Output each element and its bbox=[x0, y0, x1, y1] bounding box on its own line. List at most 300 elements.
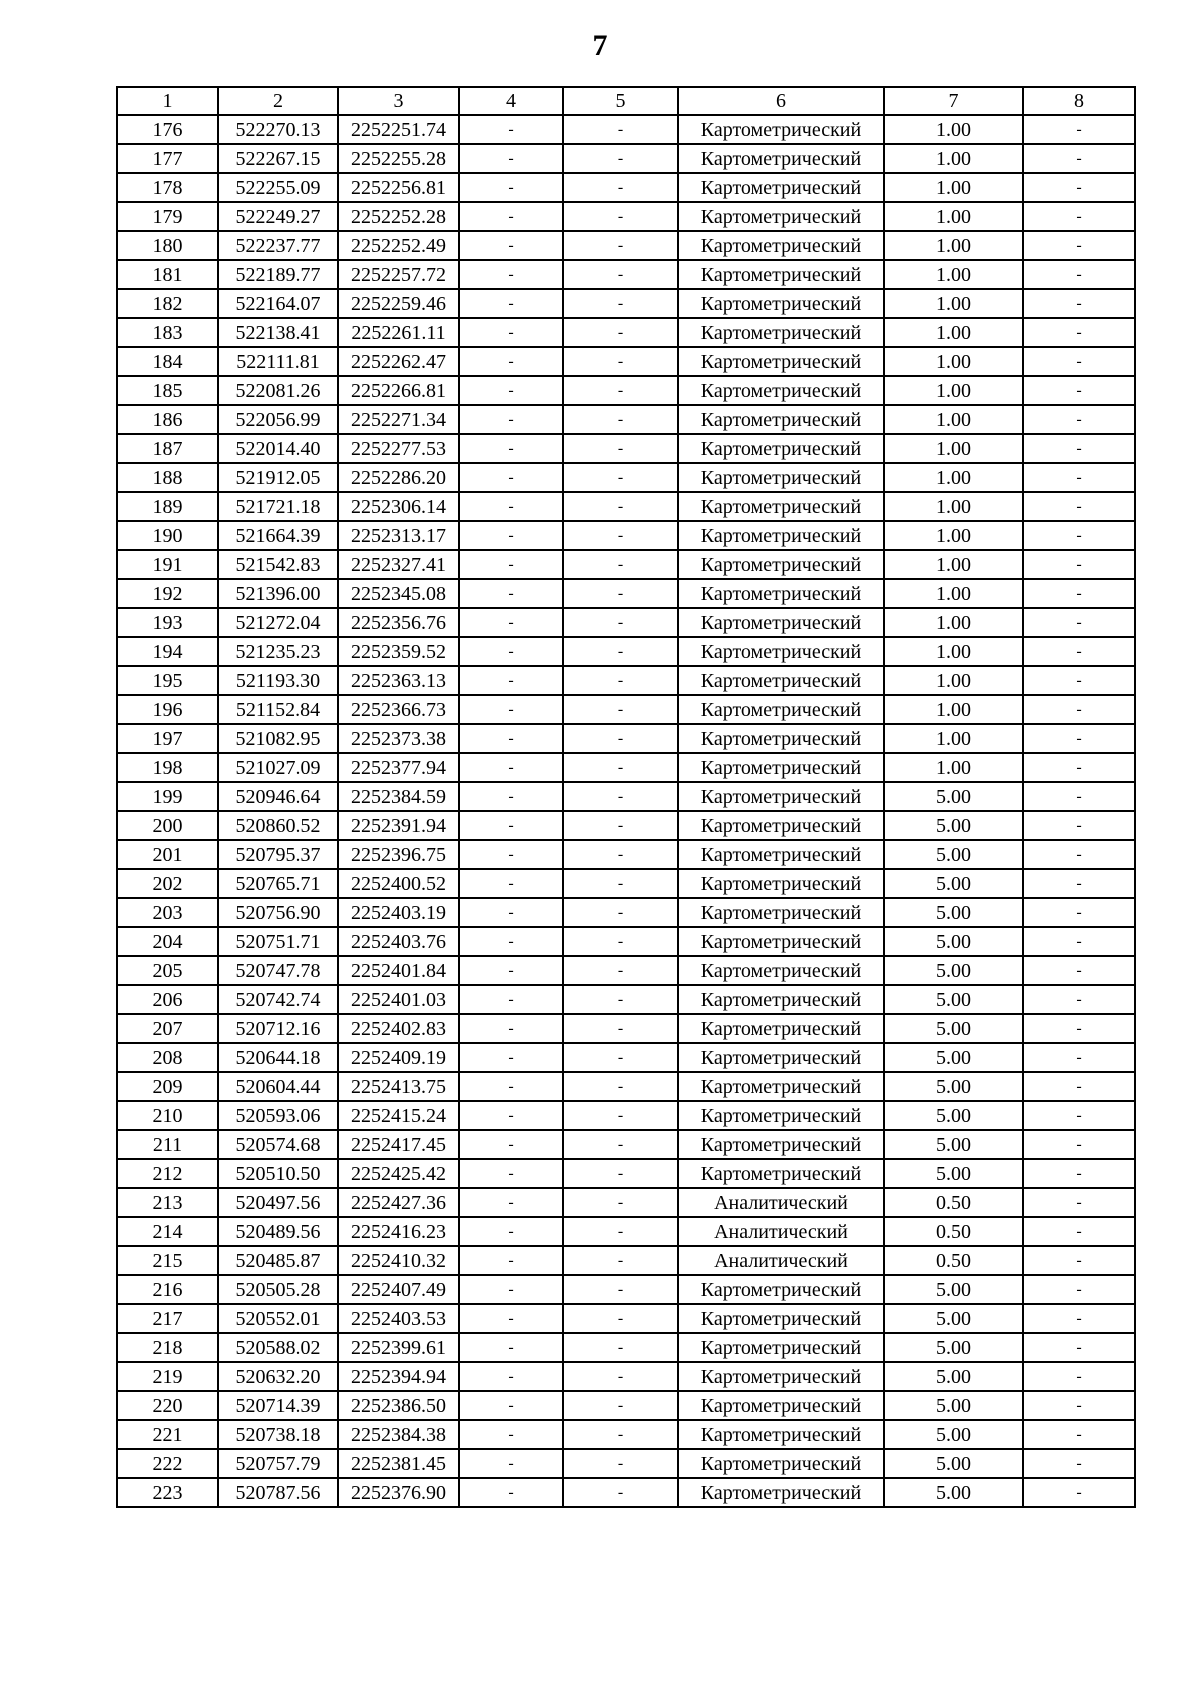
column-4-cell: - bbox=[459, 289, 563, 318]
column-8-cell: - bbox=[1023, 1188, 1135, 1217]
method-cell: Картометрический bbox=[678, 985, 884, 1014]
x-coordinate-cell: 520795.37 bbox=[218, 840, 338, 869]
column-8-cell: - bbox=[1023, 1072, 1135, 1101]
accuracy-cell: 1.00 bbox=[884, 144, 1023, 173]
column-4-cell: - bbox=[459, 1072, 563, 1101]
table-row bbox=[117, 231, 1135, 260]
accuracy-cell: 1.00 bbox=[884, 376, 1023, 405]
accuracy-cell: 1.00 bbox=[884, 434, 1023, 463]
accuracy-cell: 5.00 bbox=[884, 1304, 1023, 1333]
y-coordinate-cell: 2252400.52 bbox=[338, 869, 459, 898]
column-5-cell: - bbox=[563, 1391, 678, 1420]
table-row bbox=[117, 173, 1135, 202]
point-number-cell: 192 bbox=[117, 579, 218, 608]
column-8-cell: - bbox=[1023, 1014, 1135, 1043]
x-coordinate-cell: 520604.44 bbox=[218, 1072, 338, 1101]
point-number-cell: 199 bbox=[117, 782, 218, 811]
column-4-cell: - bbox=[459, 1014, 563, 1043]
point-number-cell: 207 bbox=[117, 1014, 218, 1043]
column-4-cell: - bbox=[459, 231, 563, 260]
y-coordinate-cell: 2252409.19 bbox=[338, 1043, 459, 1072]
x-coordinate-cell: 521235.23 bbox=[218, 637, 338, 666]
method-cell: Картометрический bbox=[678, 608, 884, 637]
x-coordinate-cell: 522014.40 bbox=[218, 434, 338, 463]
y-coordinate-cell: 2252394.94 bbox=[338, 1362, 459, 1391]
table-row bbox=[117, 956, 1135, 985]
accuracy-cell: 1.00 bbox=[884, 202, 1023, 231]
column-8-cell: - bbox=[1023, 1275, 1135, 1304]
table-row bbox=[117, 347, 1135, 376]
y-coordinate-cell: 2252327.41 bbox=[338, 550, 459, 579]
column-5-cell: - bbox=[563, 869, 678, 898]
column-4-cell: - bbox=[459, 318, 563, 347]
x-coordinate-cell: 520757.79 bbox=[218, 1449, 338, 1478]
method-cell: Картометрический bbox=[678, 898, 884, 927]
method-cell: Картометрический bbox=[678, 811, 884, 840]
x-coordinate-cell: 520714.39 bbox=[218, 1391, 338, 1420]
x-coordinate-cell: 521664.39 bbox=[218, 521, 338, 550]
accuracy-cell: 1.00 bbox=[884, 724, 1023, 753]
point-number-cell: 213 bbox=[117, 1188, 218, 1217]
y-coordinate-cell: 2252401.03 bbox=[338, 985, 459, 1014]
y-coordinate-cell: 2252416.23 bbox=[338, 1217, 459, 1246]
table-row bbox=[117, 637, 1135, 666]
point-number-cell: 203 bbox=[117, 898, 218, 927]
y-coordinate-cell: 2252345.08 bbox=[338, 579, 459, 608]
column-5-cell: - bbox=[563, 695, 678, 724]
method-cell: Картометрический bbox=[678, 463, 884, 492]
accuracy-cell: 1.00 bbox=[884, 347, 1023, 376]
accuracy-cell: 0.50 bbox=[884, 1188, 1023, 1217]
column-4-cell: - bbox=[459, 666, 563, 695]
method-cell: Картометрический bbox=[678, 1130, 884, 1159]
x-coordinate-cell: 521912.05 bbox=[218, 463, 338, 492]
column-4-cell: - bbox=[459, 434, 563, 463]
x-coordinate-cell: 522056.99 bbox=[218, 405, 338, 434]
accuracy-cell: 5.00 bbox=[884, 782, 1023, 811]
accuracy-cell: 5.00 bbox=[884, 1391, 1023, 1420]
x-coordinate-cell: 520742.74 bbox=[218, 985, 338, 1014]
method-cell: Картометрический bbox=[678, 115, 884, 144]
y-coordinate-cell: 2252255.28 bbox=[338, 144, 459, 173]
accuracy-cell: 1.00 bbox=[884, 173, 1023, 202]
column-5-cell: - bbox=[563, 1072, 678, 1101]
column-8-cell: - bbox=[1023, 1246, 1135, 1275]
x-coordinate-cell: 520860.52 bbox=[218, 811, 338, 840]
column-8-cell: - bbox=[1023, 724, 1135, 753]
column-8-cell: - bbox=[1023, 1304, 1135, 1333]
column-5-cell: - bbox=[563, 608, 678, 637]
point-number-cell: 196 bbox=[117, 695, 218, 724]
accuracy-cell: 5.00 bbox=[884, 956, 1023, 985]
column-4-cell: - bbox=[459, 115, 563, 144]
column-8-cell: - bbox=[1023, 637, 1135, 666]
y-coordinate-cell: 2252402.83 bbox=[338, 1014, 459, 1043]
column-5-cell: - bbox=[563, 521, 678, 550]
x-coordinate-cell: 522267.15 bbox=[218, 144, 338, 173]
method-cell: Картометрический bbox=[678, 1101, 884, 1130]
table-row bbox=[117, 666, 1135, 695]
y-coordinate-cell: 2252251.74 bbox=[338, 115, 459, 144]
column-8-cell: - bbox=[1023, 347, 1135, 376]
y-coordinate-cell: 2252266.81 bbox=[338, 376, 459, 405]
column-5-cell: - bbox=[563, 927, 678, 956]
y-coordinate-cell: 2252356.76 bbox=[338, 608, 459, 637]
accuracy-cell: 0.50 bbox=[884, 1246, 1023, 1275]
point-number-cell: 204 bbox=[117, 927, 218, 956]
table-row bbox=[117, 898, 1135, 927]
method-cell: Картометрический bbox=[678, 1449, 884, 1478]
accuracy-cell: 5.00 bbox=[884, 1130, 1023, 1159]
table-row bbox=[117, 695, 1135, 724]
table-row bbox=[117, 1275, 1135, 1304]
method-cell: Картометрический bbox=[678, 956, 884, 985]
method-cell: Аналитический bbox=[678, 1188, 884, 1217]
column-5-cell: - bbox=[563, 173, 678, 202]
point-number-cell: 210 bbox=[117, 1101, 218, 1130]
point-number-cell: 187 bbox=[117, 434, 218, 463]
table-row bbox=[117, 1130, 1135, 1159]
y-coordinate-cell: 2252403.76 bbox=[338, 927, 459, 956]
accuracy-cell: 1.00 bbox=[884, 318, 1023, 347]
accuracy-cell: 1.00 bbox=[884, 753, 1023, 782]
column-8-cell: - bbox=[1023, 811, 1135, 840]
column-5-cell: - bbox=[563, 289, 678, 318]
column-4-cell: - bbox=[459, 869, 563, 898]
table-row bbox=[117, 724, 1135, 753]
method-cell: Картометрический bbox=[678, 840, 884, 869]
column-5-cell: - bbox=[563, 1478, 678, 1507]
method-cell: Картометрический bbox=[678, 1420, 884, 1449]
x-coordinate-cell: 522249.27 bbox=[218, 202, 338, 231]
column-8-cell: - bbox=[1023, 405, 1135, 434]
method-cell: Картометрический bbox=[678, 637, 884, 666]
point-number-cell: 184 bbox=[117, 347, 218, 376]
point-number-cell: 209 bbox=[117, 1072, 218, 1101]
method-cell: Картометрический bbox=[678, 173, 884, 202]
point-number-cell: 186 bbox=[117, 405, 218, 434]
column-4-cell: - bbox=[459, 840, 563, 869]
column-5-cell: - bbox=[563, 782, 678, 811]
point-number-cell: 223 bbox=[117, 1478, 218, 1507]
method-cell: Картометрический bbox=[678, 1333, 884, 1362]
column-5-cell: - bbox=[563, 231, 678, 260]
accuracy-cell: 5.00 bbox=[884, 1362, 1023, 1391]
column-8-cell: - bbox=[1023, 927, 1135, 956]
x-coordinate-cell: 522237.77 bbox=[218, 231, 338, 260]
table-row bbox=[117, 1101, 1135, 1130]
x-coordinate-cell: 520510.50 bbox=[218, 1159, 338, 1188]
accuracy-cell: 5.00 bbox=[884, 869, 1023, 898]
column-4-cell: - bbox=[459, 1043, 563, 1072]
x-coordinate-cell: 520756.90 bbox=[218, 898, 338, 927]
column-4-cell: - bbox=[459, 1188, 563, 1217]
column-4-cell: - bbox=[459, 376, 563, 405]
column-4-cell: - bbox=[459, 492, 563, 521]
point-number-cell: 177 bbox=[117, 144, 218, 173]
column-5-cell: - bbox=[563, 347, 678, 376]
accuracy-cell: 1.00 bbox=[884, 115, 1023, 144]
y-coordinate-cell: 2252363.13 bbox=[338, 666, 459, 695]
column-5-cell: - bbox=[563, 724, 678, 753]
column-5-cell: - bbox=[563, 985, 678, 1014]
column-5-cell: - bbox=[563, 811, 678, 840]
method-cell: Картометрический bbox=[678, 695, 884, 724]
y-coordinate-cell: 2252413.75 bbox=[338, 1072, 459, 1101]
column-4-cell: - bbox=[459, 550, 563, 579]
table-row bbox=[117, 202, 1135, 231]
column-4-cell: - bbox=[459, 898, 563, 927]
point-number-cell: 214 bbox=[117, 1217, 218, 1246]
column-8-cell: - bbox=[1023, 1159, 1135, 1188]
column-5-cell: - bbox=[563, 1333, 678, 1362]
point-number-cell: 200 bbox=[117, 811, 218, 840]
accuracy-cell: 5.00 bbox=[884, 1159, 1023, 1188]
method-cell: Картометрический bbox=[678, 1043, 884, 1072]
point-number-cell: 212 bbox=[117, 1159, 218, 1188]
x-coordinate-cell: 521027.09 bbox=[218, 753, 338, 782]
column-5-cell: - bbox=[563, 840, 678, 869]
column-4-cell: - bbox=[459, 260, 563, 289]
method-cell: Картометрический bbox=[678, 1362, 884, 1391]
point-number-cell: 181 bbox=[117, 260, 218, 289]
column-8-cell: - bbox=[1023, 1449, 1135, 1478]
column-4-cell: - bbox=[459, 1362, 563, 1391]
point-number-cell: 178 bbox=[117, 173, 218, 202]
column-8-cell: - bbox=[1023, 289, 1135, 318]
y-coordinate-cell: 2252271.34 bbox=[338, 405, 459, 434]
method-cell: Картометрический bbox=[678, 1478, 884, 1507]
accuracy-cell: 5.00 bbox=[884, 1449, 1023, 1478]
y-coordinate-cell: 2252384.38 bbox=[338, 1420, 459, 1449]
column-5-cell: - bbox=[563, 115, 678, 144]
table-row bbox=[117, 840, 1135, 869]
x-coordinate-cell: 521721.18 bbox=[218, 492, 338, 521]
x-coordinate-cell: 521396.00 bbox=[218, 579, 338, 608]
point-number-cell: 193 bbox=[117, 608, 218, 637]
method-cell: Картометрический bbox=[678, 1159, 884, 1188]
column-4-cell: - bbox=[459, 927, 563, 956]
accuracy-cell: 5.00 bbox=[884, 1014, 1023, 1043]
table-row bbox=[117, 1304, 1135, 1333]
x-coordinate-cell: 520588.02 bbox=[218, 1333, 338, 1362]
y-coordinate-cell: 2252373.38 bbox=[338, 724, 459, 753]
column-5-cell: - bbox=[563, 376, 678, 405]
column-8-cell: - bbox=[1023, 956, 1135, 985]
column-5-cell: - bbox=[563, 1188, 678, 1217]
column-4-cell: - bbox=[459, 1420, 563, 1449]
column-5-cell: - bbox=[563, 550, 678, 579]
table-body bbox=[117, 115, 1135, 1507]
x-coordinate-cell: 522138.41 bbox=[218, 318, 338, 347]
column-8-cell: - bbox=[1023, 1217, 1135, 1246]
column-header: 7 bbox=[884, 87, 1023, 115]
column-5-cell: - bbox=[563, 463, 678, 492]
x-coordinate-cell: 520712.16 bbox=[218, 1014, 338, 1043]
accuracy-cell: 1.00 bbox=[884, 260, 1023, 289]
table-row bbox=[117, 318, 1135, 347]
accuracy-cell: 1.00 bbox=[884, 666, 1023, 695]
x-coordinate-cell: 520765.71 bbox=[218, 869, 338, 898]
column-4-cell: - bbox=[459, 1304, 563, 1333]
method-cell: Картометрический bbox=[678, 869, 884, 898]
x-coordinate-cell: 520497.56 bbox=[218, 1188, 338, 1217]
accuracy-cell: 1.00 bbox=[884, 608, 1023, 637]
y-coordinate-cell: 2252403.53 bbox=[338, 1304, 459, 1333]
method-cell: Картометрический bbox=[678, 724, 884, 753]
table-row bbox=[117, 1246, 1135, 1275]
y-coordinate-cell: 2252381.45 bbox=[338, 1449, 459, 1478]
accuracy-cell: 5.00 bbox=[884, 1101, 1023, 1130]
method-cell: Аналитический bbox=[678, 1217, 884, 1246]
column-4-cell: - bbox=[459, 782, 563, 811]
table-row bbox=[117, 1159, 1135, 1188]
method-cell: Картометрический bbox=[678, 260, 884, 289]
column-5-cell: - bbox=[563, 1362, 678, 1391]
point-number-cell: 220 bbox=[117, 1391, 218, 1420]
table-row bbox=[117, 1188, 1135, 1217]
table-row bbox=[117, 1362, 1135, 1391]
column-8-cell: - bbox=[1023, 434, 1135, 463]
column-8-cell: - bbox=[1023, 115, 1135, 144]
column-5-cell: - bbox=[563, 1043, 678, 1072]
method-cell: Картометрический bbox=[678, 666, 884, 695]
column-4-cell: - bbox=[459, 1275, 563, 1304]
point-number-cell: 198 bbox=[117, 753, 218, 782]
x-coordinate-cell: 520946.64 bbox=[218, 782, 338, 811]
table-row bbox=[117, 1333, 1135, 1362]
point-number-cell: 188 bbox=[117, 463, 218, 492]
accuracy-cell: 0.50 bbox=[884, 1217, 1023, 1246]
column-4-cell: - bbox=[459, 695, 563, 724]
table-row bbox=[117, 1043, 1135, 1072]
point-number-cell: 218 bbox=[117, 1333, 218, 1362]
point-number-cell: 195 bbox=[117, 666, 218, 695]
accuracy-cell: 1.00 bbox=[884, 492, 1023, 521]
method-cell: Картометрический bbox=[678, 376, 884, 405]
column-5-cell: - bbox=[563, 1449, 678, 1478]
point-number-cell: 219 bbox=[117, 1362, 218, 1391]
column-8-cell: - bbox=[1023, 463, 1135, 492]
table-row bbox=[117, 1391, 1135, 1420]
point-number-cell: 194 bbox=[117, 637, 218, 666]
y-coordinate-cell: 2252259.46 bbox=[338, 289, 459, 318]
column-5-cell: - bbox=[563, 1420, 678, 1449]
accuracy-cell: 1.00 bbox=[884, 289, 1023, 318]
accuracy-cell: 1.00 bbox=[884, 550, 1023, 579]
accuracy-cell: 5.00 bbox=[884, 898, 1023, 927]
column-8-cell: - bbox=[1023, 695, 1135, 724]
accuracy-cell: 5.00 bbox=[884, 811, 1023, 840]
accuracy-cell: 1.00 bbox=[884, 463, 1023, 492]
accuracy-cell: 1.00 bbox=[884, 521, 1023, 550]
table-row bbox=[117, 1072, 1135, 1101]
table-row bbox=[117, 985, 1135, 1014]
column-5-cell: - bbox=[563, 492, 678, 521]
column-4-cell: - bbox=[459, 811, 563, 840]
column-4-cell: - bbox=[459, 753, 563, 782]
y-coordinate-cell: 2252425.42 bbox=[338, 1159, 459, 1188]
table-row bbox=[117, 115, 1135, 144]
column-8-cell: - bbox=[1023, 376, 1135, 405]
column-8-cell: - bbox=[1023, 1391, 1135, 1420]
y-coordinate-cell: 2252306.14 bbox=[338, 492, 459, 521]
method-cell: Картометрический bbox=[678, 492, 884, 521]
column-5-cell: - bbox=[563, 1246, 678, 1275]
column-header: 5 bbox=[563, 87, 678, 115]
x-coordinate-cell: 520751.71 bbox=[218, 927, 338, 956]
method-cell: Картометрический bbox=[678, 231, 884, 260]
table-row bbox=[117, 144, 1135, 173]
y-coordinate-cell: 2252403.19 bbox=[338, 898, 459, 927]
column-header: 3 bbox=[338, 87, 459, 115]
x-coordinate-cell: 520485.87 bbox=[218, 1246, 338, 1275]
x-coordinate-cell: 520574.68 bbox=[218, 1130, 338, 1159]
column-4-cell: - bbox=[459, 608, 563, 637]
x-coordinate-cell: 520489.56 bbox=[218, 1217, 338, 1246]
column-8-cell: - bbox=[1023, 492, 1135, 521]
point-number-cell: 201 bbox=[117, 840, 218, 869]
method-cell: Картометрический bbox=[678, 927, 884, 956]
column-4-cell: - bbox=[459, 347, 563, 376]
y-coordinate-cell: 2252396.75 bbox=[338, 840, 459, 869]
point-number-cell: 211 bbox=[117, 1130, 218, 1159]
accuracy-cell: 1.00 bbox=[884, 231, 1023, 260]
method-cell: Картометрический bbox=[678, 753, 884, 782]
table-row bbox=[117, 289, 1135, 318]
column-header: 1 bbox=[117, 87, 218, 115]
table-row bbox=[117, 492, 1135, 521]
table-row bbox=[117, 1217, 1135, 1246]
table-header-row bbox=[117, 87, 1135, 115]
column-8-cell: - bbox=[1023, 1101, 1135, 1130]
method-cell: Картометрический bbox=[678, 782, 884, 811]
x-coordinate-cell: 521082.95 bbox=[218, 724, 338, 753]
column-4-cell: - bbox=[459, 1159, 563, 1188]
column-5-cell: - bbox=[563, 753, 678, 782]
accuracy-cell: 5.00 bbox=[884, 985, 1023, 1014]
column-8-cell: - bbox=[1023, 985, 1135, 1014]
table-row bbox=[117, 579, 1135, 608]
point-number-cell: 197 bbox=[117, 724, 218, 753]
accuracy-cell: 1.00 bbox=[884, 637, 1023, 666]
y-coordinate-cell: 2252399.61 bbox=[338, 1333, 459, 1362]
point-number-cell: 215 bbox=[117, 1246, 218, 1275]
method-cell: Картометрический bbox=[678, 347, 884, 376]
table-row bbox=[117, 1449, 1135, 1478]
accuracy-cell: 5.00 bbox=[884, 927, 1023, 956]
column-5-cell: - bbox=[563, 1014, 678, 1043]
column-8-cell: - bbox=[1023, 1420, 1135, 1449]
x-coordinate-cell: 520505.28 bbox=[218, 1275, 338, 1304]
method-cell: Картометрический bbox=[678, 521, 884, 550]
column-4-cell: - bbox=[459, 1101, 563, 1130]
accuracy-cell: 5.00 bbox=[884, 1275, 1023, 1304]
x-coordinate-cell: 521193.30 bbox=[218, 666, 338, 695]
column-4-cell: - bbox=[459, 1130, 563, 1159]
x-coordinate-cell: 522111.81 bbox=[218, 347, 338, 376]
y-coordinate-cell: 2252366.73 bbox=[338, 695, 459, 724]
column-header: 2 bbox=[218, 87, 338, 115]
table-row bbox=[117, 376, 1135, 405]
point-number-cell: 176 bbox=[117, 115, 218, 144]
column-4-cell: - bbox=[459, 956, 563, 985]
x-coordinate-cell: 522164.07 bbox=[218, 289, 338, 318]
column-8-cell: - bbox=[1023, 1043, 1135, 1072]
accuracy-cell: 5.00 bbox=[884, 1478, 1023, 1507]
column-8-cell: - bbox=[1023, 898, 1135, 927]
table-row bbox=[117, 550, 1135, 579]
